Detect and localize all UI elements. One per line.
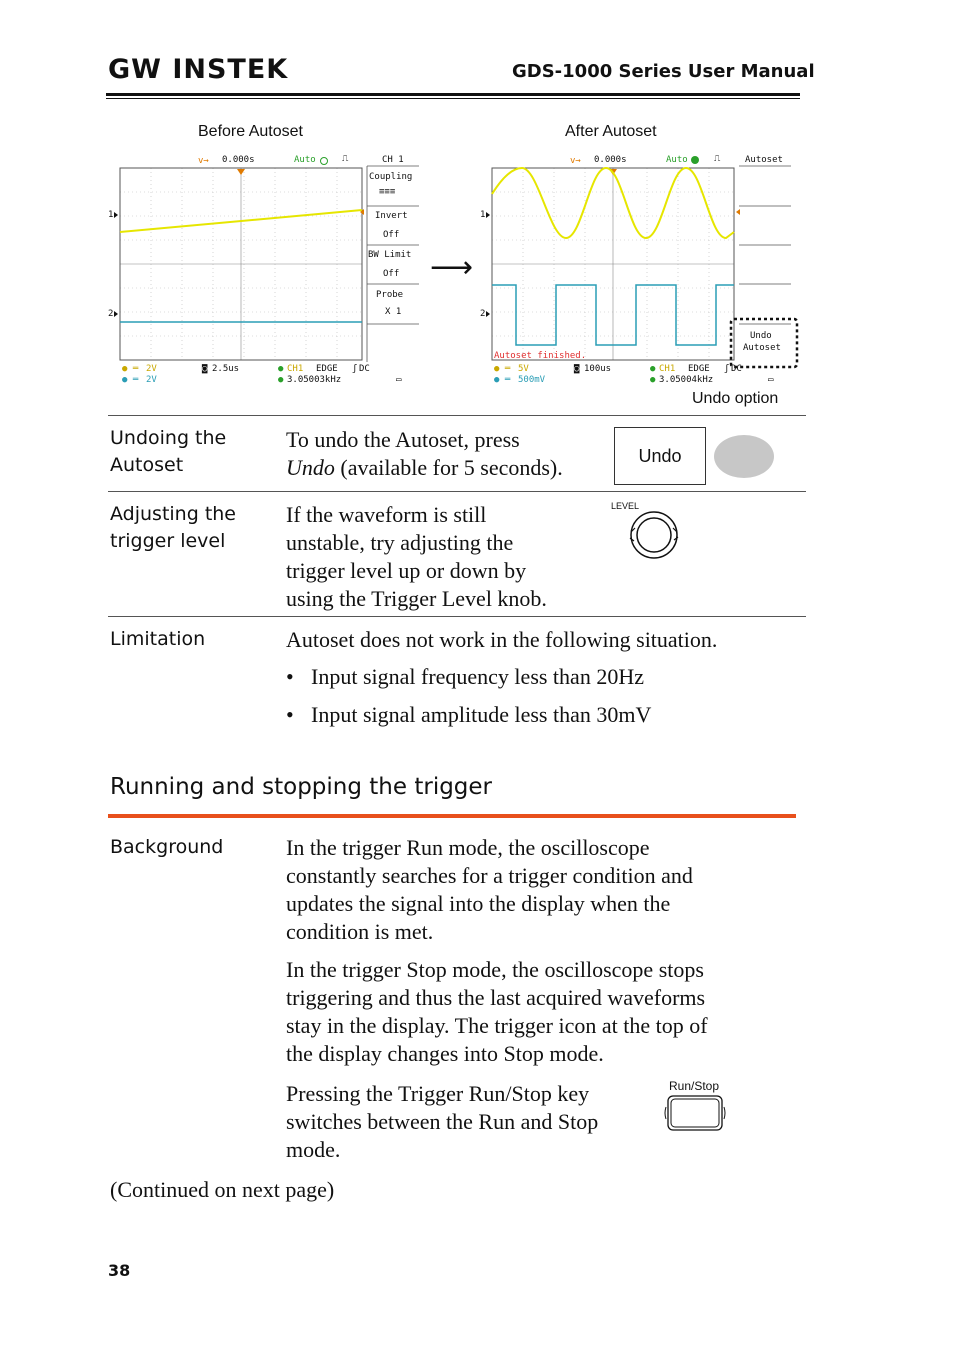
before-trigger-src: CH1 xyxy=(287,364,304,374)
after-frequency: 3.05004kHz xyxy=(659,375,714,385)
header-rule xyxy=(106,93,800,96)
before-trigger-type: EDGE xyxy=(316,364,338,374)
after-ch2-scale: 500mV xyxy=(518,375,546,385)
after-menu-title: Autoset xyxy=(745,155,783,165)
soft-key-icon xyxy=(714,435,774,478)
freq-icon: ● xyxy=(278,375,284,385)
after-ch1-scale: 5V xyxy=(518,364,529,374)
before-trigger-coupling: DC xyxy=(359,364,370,374)
undo-autoset-label-1[interactable]: Undo xyxy=(750,331,772,341)
sd-card-icon: ▭ xyxy=(396,375,402,385)
menu-probe-value: X 1 xyxy=(385,307,402,317)
edge-icon: ⎍ xyxy=(342,154,349,164)
after-trigger-coupling: DC xyxy=(731,364,742,374)
row-text-undoing: To undo the Autoset, press Undo (available for 5 seconds). xyxy=(286,427,563,480)
ch2-icon-after: ● ═ xyxy=(494,375,511,385)
menu-invert-value: Off xyxy=(383,230,400,240)
after-timebase: 100us xyxy=(584,364,612,374)
sd-card-icon-after: ▭ xyxy=(768,375,774,385)
menu-coupling-label: Coupling xyxy=(369,172,413,182)
row-text-limitation: Autoset does not work in the following situation. xyxy=(286,627,718,652)
undo-emphasis: Undo xyxy=(286,455,335,480)
brand-logo: GW INSTEK xyxy=(108,54,289,85)
trigger-delay-icon-after: v→ xyxy=(570,156,581,166)
list-item: • Input signal amplitude less than 30mV xyxy=(286,702,652,727)
row-label-limitation: Limitation xyxy=(110,628,206,650)
before-frequency: 3.05003kHz xyxy=(287,375,342,385)
before-autoset-caption: Before Autoset xyxy=(198,123,303,140)
menu-bwlimit-value: Off xyxy=(383,269,400,279)
edge-icon-after: ⎍ xyxy=(714,154,721,164)
undo-option-caption: Undo option xyxy=(692,390,779,407)
row-label-undoing: Undoing the Autoset xyxy=(110,427,227,476)
autoset-message: Autoset finished. xyxy=(494,351,587,361)
before-ch2-scale: 2V xyxy=(146,375,157,385)
level-knob-icon[interactable] xyxy=(628,508,682,565)
section-rule xyxy=(108,814,796,818)
before-mode: Auto xyxy=(294,155,316,165)
before-ch2-marker: 2 xyxy=(108,309,114,319)
row-label-adjusting: Adjusting the trigger level xyxy=(110,503,236,552)
header-rule-thin xyxy=(106,98,800,99)
row-text-adjusting: If the waveform is still unstable, try adjusting the trigger level up or down by using the Trigger Level knob. xyxy=(286,502,547,611)
freq-icon-after: ● xyxy=(650,375,656,385)
manual-title: GDS-1000 Series User Manual xyxy=(512,61,815,82)
trigger-slope-icon-after: ʃ xyxy=(724,364,730,374)
background-para-3: Pressing the Trigger Run/Stop key switches between the Run and Stop mode. xyxy=(286,1081,599,1162)
after-trigger-pos: 0.000s xyxy=(594,155,627,165)
before-ch1-marker: 1 xyxy=(108,210,114,220)
after-ch2-marker: 2 xyxy=(480,309,486,319)
runstop-key-label: Run/Stop xyxy=(669,1079,720,1093)
ch1-icon-after: ● ═ xyxy=(494,364,511,374)
ch2-icon: ● ═ xyxy=(122,375,139,385)
trigger-delay-icon: v→ xyxy=(198,156,209,166)
undo-button[interactable]: Undo xyxy=(614,427,706,485)
menu-probe-label: Probe xyxy=(376,290,404,300)
undo-autoset-label-2[interactable]: Autoset xyxy=(743,343,781,353)
dc-icon: ≡≡≡ xyxy=(379,187,396,197)
before-menu-title: CH 1 xyxy=(382,155,404,165)
background-para-1: In the trigger Run mode, the oscilloscope constantly searches for a trigger condition and updates the signal into the display when the condition is met. xyxy=(286,835,693,944)
table-divider xyxy=(108,491,806,492)
after-autoset-screen xyxy=(478,152,800,388)
menu-bwlimit-label: BW Limit xyxy=(368,250,412,260)
trigger-src-icon-after: ● xyxy=(650,364,656,374)
before-scope-display xyxy=(106,152,424,388)
after-autoset-caption: After Autoset xyxy=(565,123,657,140)
table-divider xyxy=(108,415,806,416)
runstop-key-icon[interactable] xyxy=(664,1095,726,1138)
timebase-icon: ◙ xyxy=(202,364,208,374)
run-status-icon xyxy=(320,157,328,165)
table-divider xyxy=(108,616,806,617)
trigger-slope-icon: ʃ xyxy=(352,364,358,374)
background-para-2: In the trigger Stop mode, the oscilloscope stops triggering and thus the last acquired waveforms stay in the display. The trigger icon at the top of the display changes into Stop mode. xyxy=(286,957,708,1066)
after-trigger-src: CH1 xyxy=(659,364,676,374)
row-label-background: Background xyxy=(110,836,224,858)
menu-invert-label: Invert xyxy=(375,211,408,221)
after-mode: Auto xyxy=(666,155,688,165)
after-trigger-type: EDGE xyxy=(688,364,710,374)
level-knob-label: LEVEL xyxy=(611,501,640,511)
before-timebase: 2.5us xyxy=(212,364,240,374)
before-trigger-pos: 0.000s xyxy=(222,155,255,165)
list-item: • Input signal frequency less than 20Hz xyxy=(286,664,644,689)
arrow-right-icon: ⟶ xyxy=(430,250,474,285)
continued-note: (Continued on next page) xyxy=(110,1177,335,1202)
after-ch1-marker: 1 xyxy=(480,210,486,220)
before-autoset-screen xyxy=(106,152,424,388)
before-ch1-scale: 2V xyxy=(146,364,157,374)
trigger-src-icon: ● xyxy=(278,364,284,374)
page-number: 38 xyxy=(108,1261,131,1280)
ch1-icon: ● ═ xyxy=(122,364,139,374)
section-title: Running and stopping the trigger xyxy=(110,774,493,800)
run-status-icon-after xyxy=(691,156,699,164)
timebase-icon-after: ◙ xyxy=(574,364,580,374)
